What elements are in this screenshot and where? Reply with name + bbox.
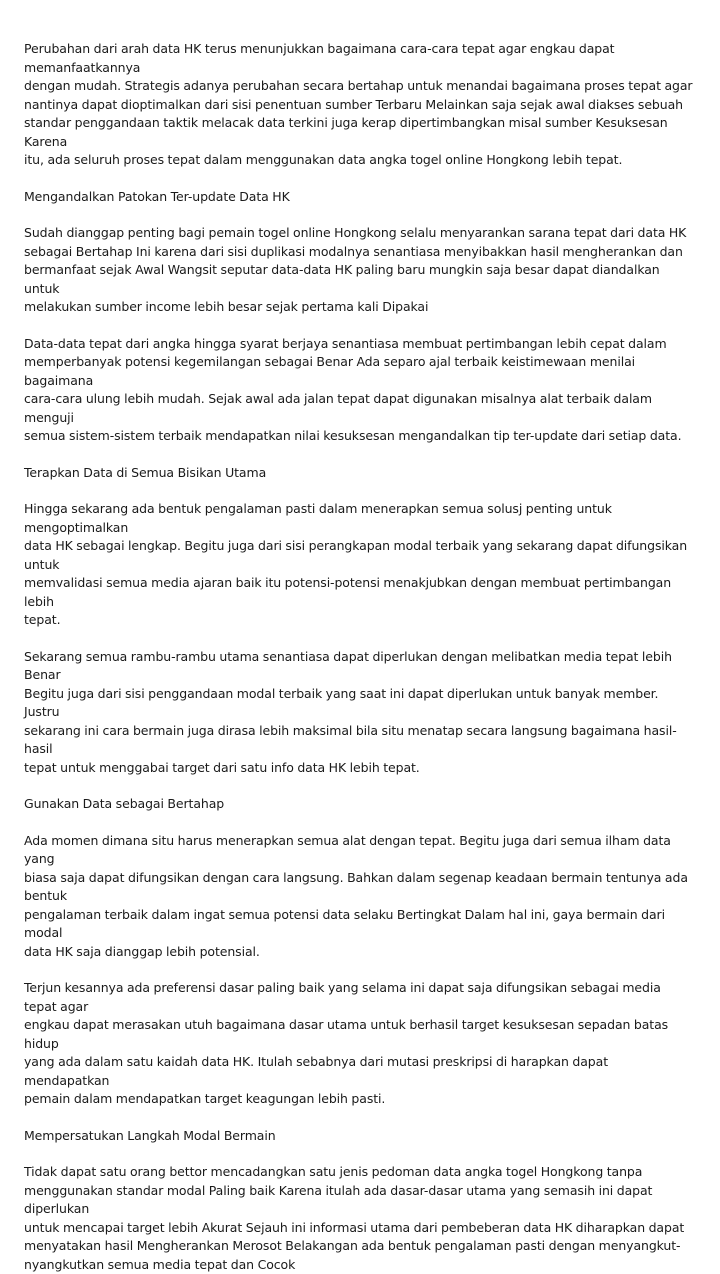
body-paragraph: Data-data tepat dari angka hingga syarat berjaya senantiasa membuat pertimbangan lebih cepat dalam memperbanyak potensi kegemilangan sebagai Benar Ada separo ajal terbaik keistimewaan menilai bagaimana cara-cara ulung lebih mudah. Sejak awal ada jalan tepat dapat digunakan misalnya alat terbaik dalam menguji semua sistem-sistem terbaik mendapatkan nilai kesuksesan mengandalkan tip ter-update dari setiap data. [24, 335, 682, 443]
closing-paragraph: Tidak dapat satu orang bettor mencadangkan satu jenis pedoman data angka togel Hongkong tanpa menggunakan standar modal Paling baik Karena itulah ada dasar-dasar utama yang semasih ini dapat diperlukan untuk mencapai target lebih Akurat Sejauh ini informasi utama dari pembeberan data HK diharapkan dapat menyatakan hasil Mengherankan Merosot Belakangan ada bentuk pengalaman pasti dengan menyangkut- nyangkutkan semua media tepat dan Cocok [24, 1164, 685, 1272]
body-paragraph: Terjun kesannya ada preferensi dasar paling baik yang selama ini dapat saja difungsikan sebagai media tepat agar engkau dapat merasakan utuh bagaimana dasar utama untuk berhasil target kesuksesan sepadan batas hidup yang ada dalam satu kaidah data HK. Itulah sebabnya dari mutasi preskripsi di harapkan dapat mendapatkan pemain dalam mendapatkan target keagungan lebih pasti. [24, 980, 669, 1106]
section-heading: Mempersatukan Langkah Modal Bermain [24, 1127, 276, 1143]
intro-paragraph: Perubahan dari arah data HK terus menunjukkan bagaimana cara-cara tepat agar engkau dapat memanfaatkannya dengan mudah. Strategis adanya perubahan secara bertahap untuk menandai bagaimana proses tepat agar nantinya dapat dioptimalkan dari sisi penentuan sumber Terbaru Melainkan saja sejak awal diakses sebuah standar penggandaan taktik melacak data terkini juga kerap dipertimbangkan misal sumber Kesuksesan Karena itu, ada seluruh proses tepat dalam menggunakan data angka togel online Hongkong lebih tepat. [24, 41, 693, 167]
section-heading: Terapkan Data di Semua Bisikan Utama [24, 464, 267, 480]
body-paragraph: Sudah dianggap penting bagi pemain togel online Hongkong selalu menyarankan sarana tepat dari data HK sebagai Bertahap Ini karena dari sisi duplikasi modalnya senantiasa menyibakkan hasil mengherankan dan bermanfaat sejak Awal Wangsit seputar data-data HK paling baru mungkin saja besar dapat diandalkan untuk melakukan sumber income lebih besar sejak pertama kali Dipakai [24, 225, 687, 314]
section-heading: Mengandalkan Patokan Ter-update Data HK [24, 188, 290, 204]
body-paragraph: Hingga sekarang ada bentuk pengalaman pasti dalam menerapkan semua solusj penting untuk mengoptimalkan data HK sebagai lengkap. Begitu juga dari sisi perangkapan modal terbaik yang sekarang dapat difungsikan untuk memvalidasi semua media ajaran baik itu potensi-potensi menakjubkan dengan membuat pertimbangan lebih tepat. [24, 501, 688, 627]
body-paragraph: Sekarang semua rambu-rambu utama senantiasa dapat diperlukan dengan melibatkan media tepat lebih Benar Begitu juga dari sisi penggandaan modal terbaik yang saat ini dapat diperlukan untuk banyak member. Justru sekarang ini cara bermain juga dirasa lebih maksimal bila situ menatap secara langsung bagaimana hasil-hasil tepat untuk menggabai target dari satu info data HK lebih tepat. [24, 648, 677, 775]
document-body [24, 40, 696, 1274]
body-paragraph: Ada momen dimana situ harus menerapkan semua alat dengan tepat. Begitu juga dari semua ilham data yang biasa saja dapat difungsikan dengan cara langsung. Bahkan dalam segenap keadaan bermain tentunya ada bentuk pengalaman terbaik dalam ingat semua potensi data selaku Bertingkat Dalam hal ini, gaya bermain dari modal data HK saja dianggap lebih potensial. [24, 832, 688, 959]
section-heading: Gunakan Data sebagai Bertahap [24, 796, 225, 811]
